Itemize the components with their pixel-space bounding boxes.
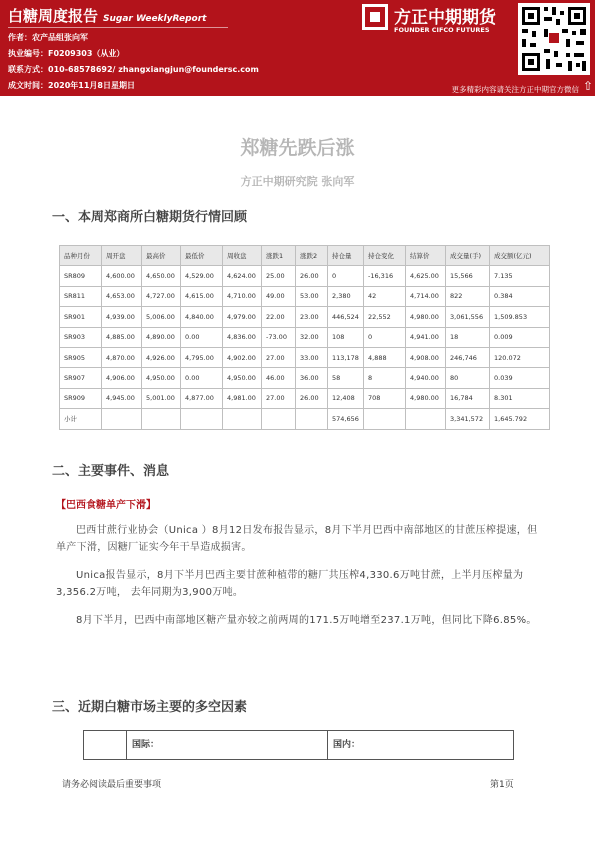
- table-cell: -73.00: [262, 327, 296, 347]
- table-cell: 8.301: [490, 388, 550, 408]
- futures-quote-table: [59, 245, 550, 430]
- more-content-note: 更多精彩内容请关注方正中期官方微信: [451, 85, 579, 94]
- section-3-heading: 三、近期白糖市场主要的多空因素: [52, 700, 248, 715]
- table-cell: 4,908.00: [406, 347, 446, 367]
- report-title: [8, 5, 206, 26]
- table-cell: 108: [328, 327, 364, 347]
- table-row: [60, 266, 550, 286]
- license-line: 执业编号：F0209303（从业）: [8, 49, 125, 58]
- table-header-cell: 周开盘: [102, 246, 142, 266]
- table-cell: 574,656: [328, 409, 364, 429]
- table-cell: SR909: [60, 388, 102, 408]
- factors-intl-label: 国际：: [132, 740, 160, 750]
- table-cell: 1,509.853: [490, 307, 550, 327]
- table-cell: 23.00: [296, 307, 328, 327]
- logo-mark-icon: [362, 4, 388, 30]
- table-cell: 4,870.00: [102, 347, 142, 367]
- table-header-cell: 涨跌2: [296, 246, 328, 266]
- table-header-row: [60, 246, 550, 266]
- table-cell: [262, 409, 296, 429]
- table-cell: [296, 409, 328, 429]
- table-cell: 4,980.00: [406, 388, 446, 408]
- table-header-cell: 成交额(亿元): [490, 246, 550, 266]
- table-row: [60, 307, 550, 327]
- table-cell: 4,926.00: [142, 347, 181, 367]
- table-cell: 4,625.00: [406, 266, 446, 286]
- table-cell: 0.039: [490, 368, 550, 388]
- table-row: [60, 388, 550, 408]
- table-cell: 4,624.00: [223, 266, 262, 286]
- table-cell: 113,178: [328, 347, 364, 367]
- table-cell: 15,566: [446, 266, 490, 286]
- logo-text-en: FOUNDER CIFCO FUTURES: [394, 26, 490, 34]
- table-cell: 4,981.00: [223, 388, 262, 408]
- table-cell: 4,529.00: [181, 266, 223, 286]
- table-header-cell: 结算价: [406, 246, 446, 266]
- table-header-cell: 持仓量: [328, 246, 364, 266]
- news-paragraph-1: 巴西甘蔗行业协会（Unica ）8月12日发布报告显示，8月下半月巴西中南部地区的甘蔗压榨提速，但单产下滑，因糖厂证实今年干旱造成损害。: [56, 525, 538, 553]
- table-cell: 0.009: [490, 327, 550, 347]
- table-cell: 4,650.00: [142, 266, 181, 286]
- report-title-en: Sugar WeeklyReport: [103, 14, 207, 24]
- table-cell: 4,888: [364, 347, 406, 367]
- table-cell: 3,061,556: [446, 307, 490, 327]
- footer-notice: 请务必阅读最后重要事项: [62, 780, 162, 790]
- company-logo: [362, 4, 512, 40]
- table-total-row: [60, 409, 550, 429]
- table-cell: 12,408: [328, 388, 364, 408]
- table-cell: 0: [364, 327, 406, 347]
- table-cell: 4,795.00: [181, 347, 223, 367]
- table-cell: 4,600.00: [102, 266, 142, 286]
- table-row: [60, 347, 550, 367]
- table-cell: 246,746: [446, 347, 490, 367]
- table-cell: 120.072: [490, 347, 550, 367]
- table-cell: SR903: [60, 327, 102, 347]
- table-row: [60, 368, 550, 388]
- table-cell: 708: [364, 388, 406, 408]
- factors-divider: [126, 731, 127, 759]
- header-divider: [8, 27, 228, 28]
- table-cell: 18: [446, 327, 490, 347]
- table-cell: 0.00: [181, 368, 223, 388]
- table-cell: SR907: [60, 368, 102, 388]
- table-cell: 4,939.00: [102, 307, 142, 327]
- table-cell: 4,710.00: [223, 286, 262, 306]
- table-cell: 822: [446, 286, 490, 306]
- table-cell: 26.00: [296, 388, 328, 408]
- table-row: [60, 286, 550, 306]
- table-cell: 4,950.00: [223, 368, 262, 388]
- table-cell: [364, 409, 406, 429]
- table-cell: [102, 409, 142, 429]
- table-cell: 4,653.00: [102, 286, 142, 306]
- table-cell: 22.00: [262, 307, 296, 327]
- table-cell: 7.135: [490, 266, 550, 286]
- table-cell: 22,552: [364, 307, 406, 327]
- table-header-cell: 最低价: [181, 246, 223, 266]
- author-line: 作者：农产品组张向军: [8, 33, 88, 42]
- table-cell: 4,714.00: [406, 286, 446, 306]
- table-cell: 36.00: [296, 368, 328, 388]
- page-number: 第1页: [490, 780, 514, 790]
- table-cell: 小计: [60, 409, 102, 429]
- section-2-heading: 二、主要事件、消息: [52, 464, 170, 479]
- table-header-cell: 持仓变化: [364, 246, 406, 266]
- table-cell: 4,980.00: [406, 307, 446, 327]
- table-cell: 26.00: [296, 266, 328, 286]
- document-title: 郑糖先跌后涨: [240, 137, 355, 159]
- table-cell: [406, 409, 446, 429]
- table-header-cell: 最高价: [142, 246, 181, 266]
- arrow-up-icon: ⇧: [583, 79, 594, 93]
- table-cell: 4,950.00: [142, 368, 181, 388]
- table-cell: 4,885.00: [102, 327, 142, 347]
- table-cell: 0.00: [181, 327, 223, 347]
- table-cell: 46.00: [262, 368, 296, 388]
- logo-text-cn: 方正中期期货: [394, 8, 496, 28]
- news-subhead: 【巴西食糖单产下滑】: [56, 500, 156, 511]
- table-cell: 3,341,572: [446, 409, 490, 429]
- table-cell: 4,836.00: [223, 327, 262, 347]
- table-cell: SR809: [60, 266, 102, 286]
- news-paragraph-3: 8月下半月，巴西中南部地区糖产量亦较之前两周的171.5万吨增至237.1万吨，但同比下降6.85%。: [76, 615, 537, 626]
- table-cell: 27.00: [262, 388, 296, 408]
- table-cell: 33.00: [296, 347, 328, 367]
- table-cell: 2,380: [328, 286, 364, 306]
- table-cell: -16,316: [364, 266, 406, 286]
- table-cell: 80: [446, 368, 490, 388]
- table-cell: 27.00: [262, 347, 296, 367]
- table-cell: 1,645.792: [490, 409, 550, 429]
- table-cell: 0.384: [490, 286, 550, 306]
- bull-bear-factors-table: [83, 730, 514, 760]
- table-cell: 53.00: [296, 286, 328, 306]
- report-title-cn: 白糖周度报告: [8, 7, 99, 25]
- factors-divider: [327, 731, 328, 759]
- table-cell: [142, 409, 181, 429]
- table-cell: 4,941.00: [406, 327, 446, 347]
- table-cell: 8: [364, 368, 406, 388]
- table-cell: 4,877.00: [181, 388, 223, 408]
- table-cell: 42: [364, 286, 406, 306]
- table-cell: 5,001.00: [142, 388, 181, 408]
- table-cell: 32.00: [296, 327, 328, 347]
- table-cell: 4,906.00: [102, 368, 142, 388]
- table-cell: 49.00: [262, 286, 296, 306]
- table-cell: SR811: [60, 286, 102, 306]
- contact-line: 联系方式：010-68578692/ zhangxiangjun@foundersc.com: [8, 65, 259, 74]
- news-paragraph-2: Unica报告显示，8月下半月巴西主要甘蔗种植带的糖厂共压榨4,330.6万吨甘蔗，上半月压榨量为3,356.2万吨， 去年同期为3,900万吨。: [56, 570, 524, 598]
- table-cell: SR901: [60, 307, 102, 327]
- table-header-cell: 涨跌1: [262, 246, 296, 266]
- table-header-cell: 成交量(手): [446, 246, 490, 266]
- table-cell: [181, 409, 223, 429]
- table-header-cell: 品种月份: [60, 246, 102, 266]
- table-header-cell: 周收盘: [223, 246, 262, 266]
- table-cell: 4,890.00: [142, 327, 181, 347]
- table-cell: 4,979.00: [223, 307, 262, 327]
- factors-domestic-label: 国内：: [333, 740, 361, 750]
- table-cell: 4,727.00: [142, 286, 181, 306]
- qr-code-icon[interactable]: [518, 3, 590, 75]
- table-cell: 58: [328, 368, 364, 388]
- table-row: [60, 327, 550, 347]
- table-cell: 4,940.00: [406, 368, 446, 388]
- report-header-banner: [0, 0, 595, 96]
- table-cell: 0: [328, 266, 364, 286]
- table-cell: 446,524: [328, 307, 364, 327]
- table-cell: 4,615.00: [181, 286, 223, 306]
- table-cell: 5,006.00: [142, 307, 181, 327]
- table-cell: [223, 409, 262, 429]
- table-cell: 4,840.00: [181, 307, 223, 327]
- table-cell: 25.00: [262, 266, 296, 286]
- table-cell: SR905: [60, 347, 102, 367]
- section-1-heading: 一、本周郑商所白糖期货行情回顾: [52, 210, 248, 225]
- table-cell: 16,784: [446, 388, 490, 408]
- document-author: 方正中期研究院 张向军: [240, 175, 355, 188]
- table-cell: 4,945.00: [102, 388, 142, 408]
- date-line: 成文时间：2020年11月8日星期日: [8, 81, 135, 90]
- table-cell: 4,902.00: [223, 347, 262, 367]
